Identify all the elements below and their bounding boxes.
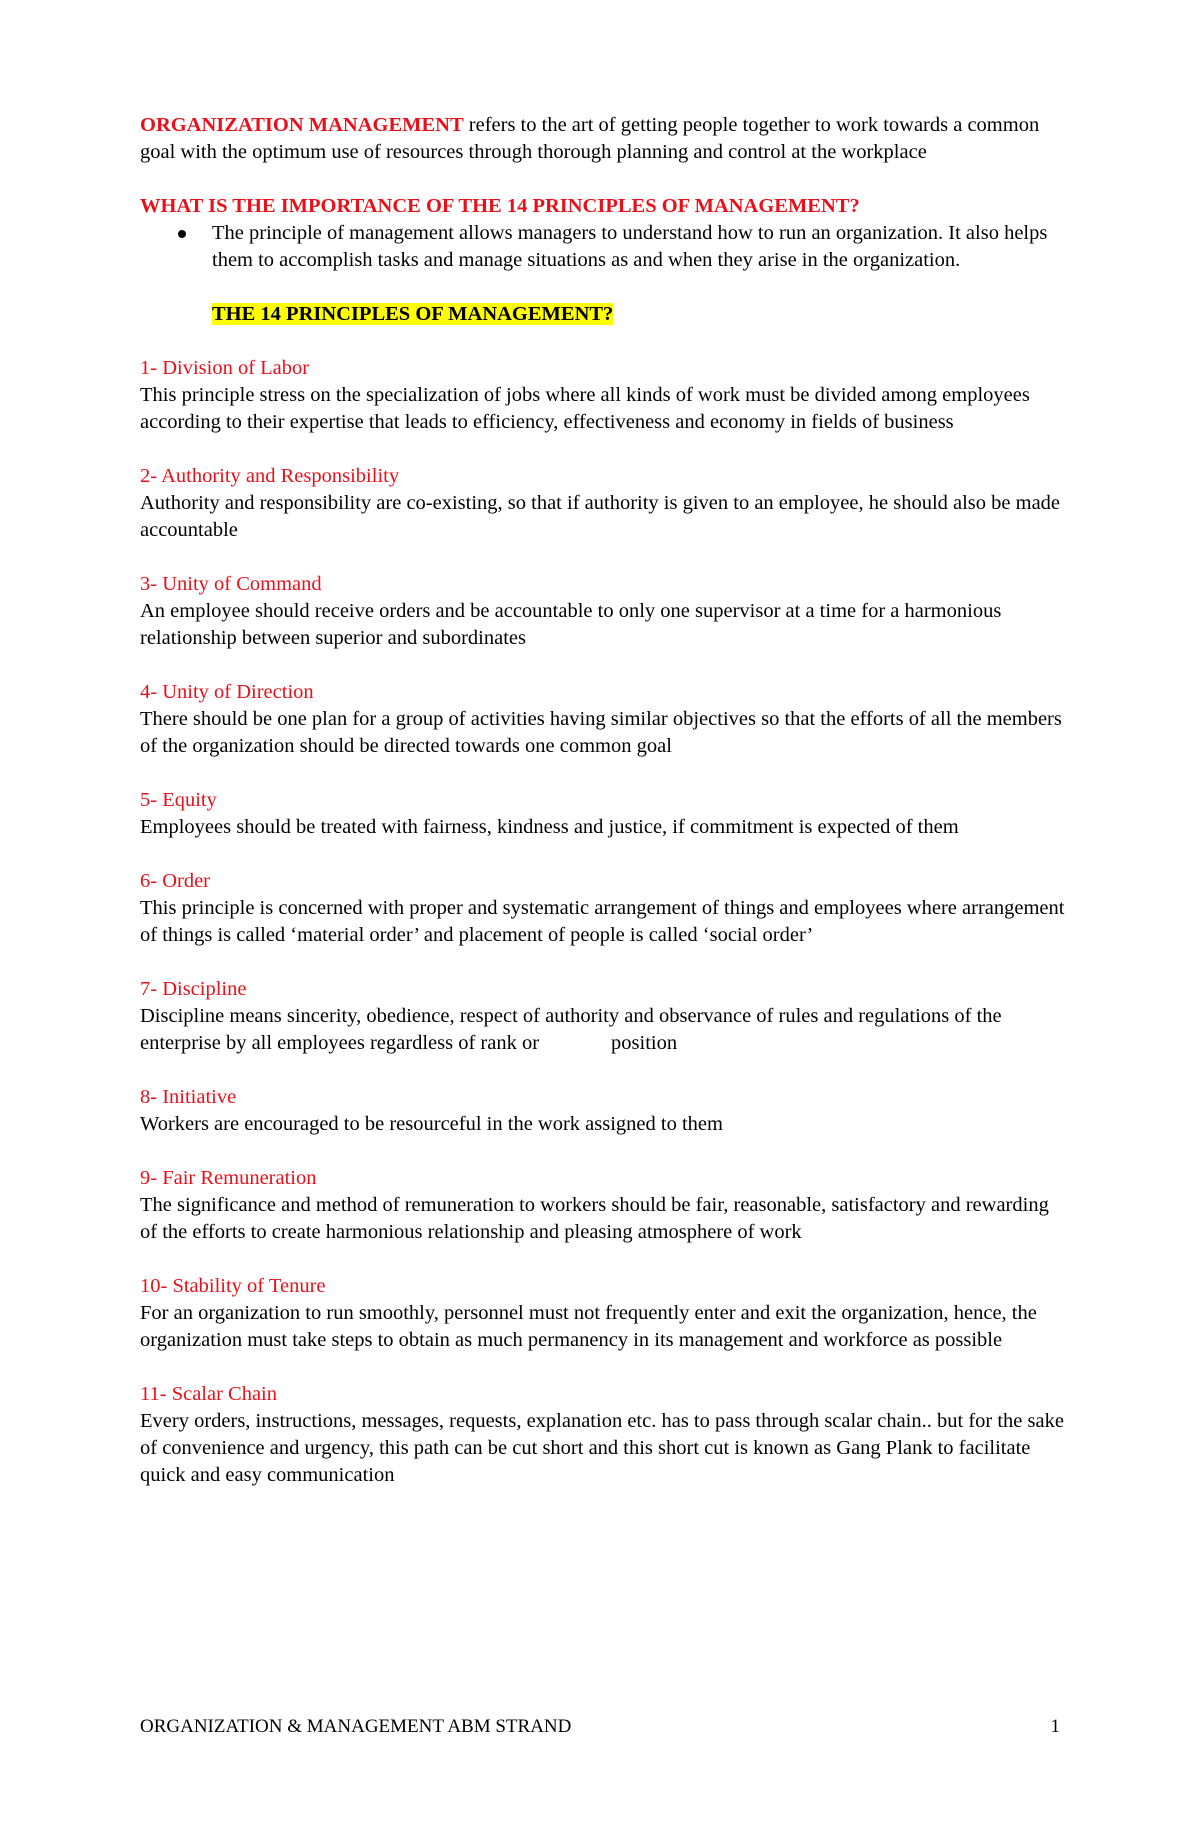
principle-body-tail: position — [611, 1032, 678, 1054]
intro-definition: refers to the art of getting people together to work towards a common goal with the optimum use of resources through thorough planning and control at the workplace — [140, 114, 1040, 163]
bullet-icon — [178, 230, 186, 238]
intro-term: ORGANIZATION MANAGEMENT — [140, 114, 464, 136]
page-footer — [140, 1715, 1060, 1739]
importance-bullet — [212, 220, 1070, 274]
principle-body: The significance and method of remuneration to workers should be fair, reasonable, satisfactory and rewarding of the efforts to create harmonious relationship and pleasing atmosphere of work — [140, 1194, 1049, 1243]
page-number: 1 — [1050, 1716, 1060, 1737]
principles-heading-wrap — [212, 301, 1070, 328]
principle-body: Workers are encouraged to be resourceful in the work assigned to them — [140, 1113, 723, 1135]
principle-item — [140, 1165, 1070, 1246]
principle-body: An employee should receive orders and be accountable to only one supervisor at a time for a harmonious relationship between superior and subordinates — [140, 600, 1002, 649]
principle-body: Every orders, instructions, messages, requests, explanation etc. has to pass through scalar chain.. but for the sake of convenience and urgency, this path can be cut short and this short cut is known as Gang Plank to facilitate quick and easy communication — [140, 1410, 1064, 1486]
footer-title: ORGANIZATION & MANAGEMENT ABM STRAND — [140, 1716, 572, 1737]
principle-body: Employees should be treated with fairness, kindness and justice, if commitment is expected of them — [140, 816, 959, 838]
importance-bullet-list — [140, 220, 1070, 274]
principle-title: 10- Stability of Tenure — [140, 1275, 326, 1297]
principle-body: This principle stress on the specialization of jobs where all kinds of work must be divided among employees according to their expertise that leads to efficiency, effectiveness and economy in fields of business — [140, 384, 1030, 433]
principle-title: 1- Division of Labor — [140, 357, 310, 379]
principle-item — [140, 1381, 1070, 1489]
principle-item — [140, 463, 1070, 544]
principle-body — [140, 1003, 1070, 1057]
principle-title: 3- Unity of Command — [140, 573, 322, 595]
principle-title: 9- Fair Remuneration — [140, 1167, 317, 1189]
importance-question: WHAT IS THE IMPORTANCE OF THE 14 PRINCIPLES OF MANAGEMENT? — [140, 195, 860, 217]
principle-title: 7- Discipline — [140, 978, 247, 1000]
principle-item — [140, 679, 1070, 760]
principle-item — [140, 868, 1070, 949]
importance-bullet-text: The principle of management allows managers to understand how to run an organization. It also helps them to accomplish tasks and manage situations as and when they arise in the organization. — [212, 222, 1048, 271]
principle-body-text: Discipline means sincerity, obedience, respect of authority and observance of rules and regulations of the enterprise by all employees regardless of rank or — [140, 1005, 1002, 1054]
principle-title: 6- Order — [140, 870, 211, 892]
principle-body: For an organization to run smoothly, personnel must not frequently enter and exit the organization, hence, the organization must take steps to obtain as much permanency in its management and workforce as possible — [140, 1302, 1037, 1351]
principle-item — [140, 571, 1070, 652]
principle-body: This principle is concerned with proper and systematic arrangement of things and employees where arrangement of things is called ‘material order’ and placement of people is called ‘social order’ — [140, 897, 1065, 946]
principle-item — [140, 1084, 1070, 1138]
principle-item — [140, 1273, 1070, 1354]
document-page — [140, 112, 1070, 1516]
principle-title: 2- Authority and Responsibility — [140, 465, 400, 487]
principle-item — [140, 355, 1070, 436]
principle-title: 8- Initiative — [140, 1086, 237, 1108]
principle-body: Authority and responsibility are co-existing, so that if authority is given to an employee, he should also be made accountable — [140, 492, 1061, 541]
principle-item — [140, 787, 1070, 841]
intro-paragraph — [140, 112, 1070, 166]
principle-title: 11- Scalar Chain — [140, 1383, 278, 1405]
principle-body: There should be one plan for a group of activities having similar objectives so that the efforts of all the members of the organization should be directed towards one common goal — [140, 708, 1062, 757]
principles-heading: THE 14 PRINCIPLES OF MANAGEMENT? — [212, 303, 614, 325]
principle-title: 4- Unity of Direction — [140, 681, 314, 703]
principle-title: 5- Equity — [140, 789, 217, 811]
principle-item — [140, 976, 1070, 1057]
